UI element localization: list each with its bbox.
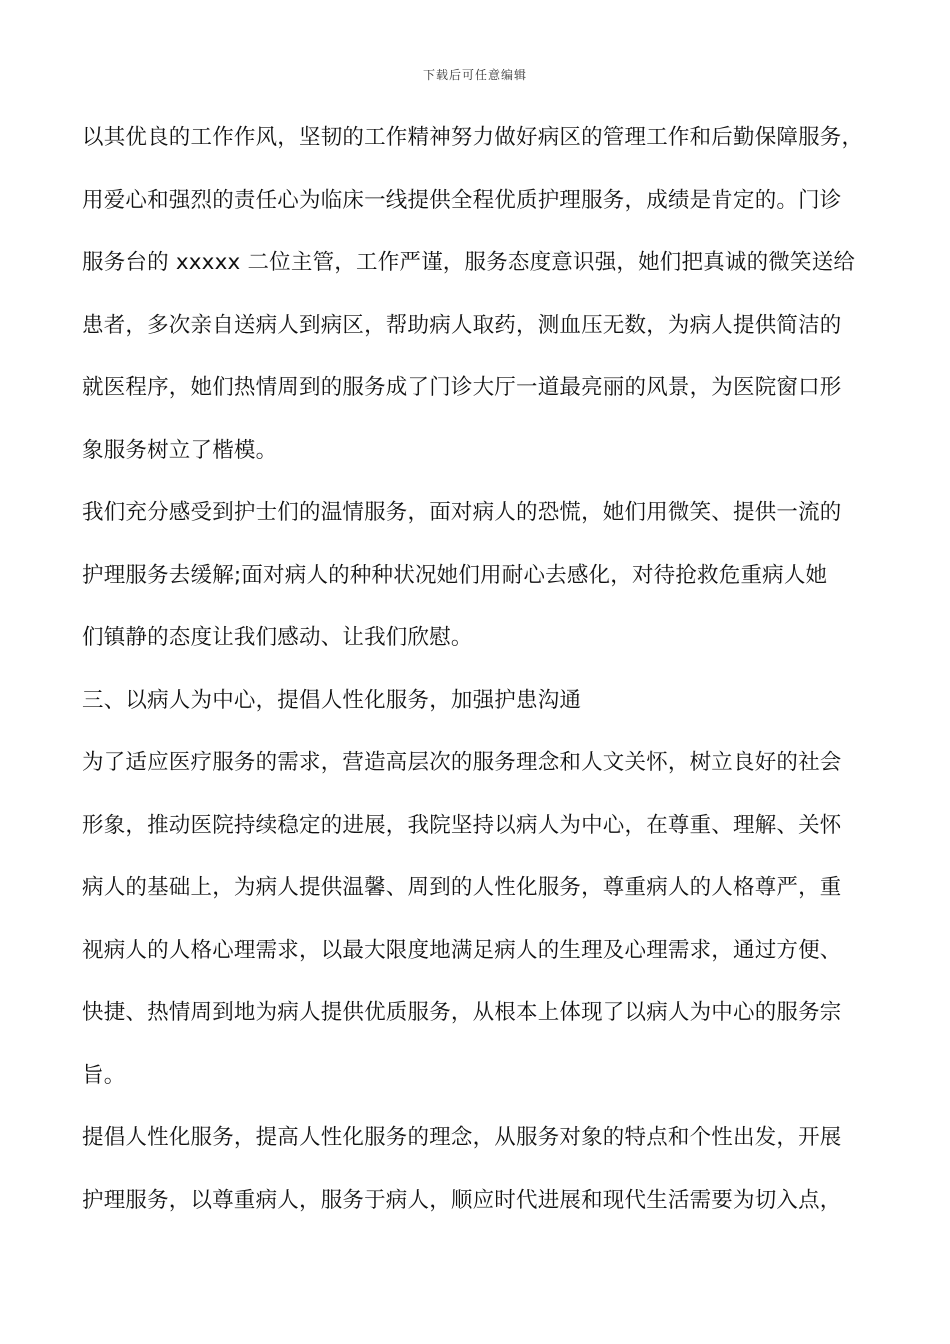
body-line: 就医程序，她们热情周到的服务成了门诊大厅一道最亮丽的风景，为医院窗口形 <box>82 375 842 400</box>
body-line: 患者，多次亲自送病人到病区，帮助病人取药，测血压无数，为病人提供简洁的 <box>82 312 842 338</box>
body-line: 快捷、热情周到地为病人提供优质服务，从根本上体现了以病人为中心的服务宗 <box>82 1000 842 1025</box>
body-line: 旨。 <box>82 1062 126 1088</box>
body-line: 我们充分感受到护士们的温情服务，面对病人的恐慌，她们用微笑、提供一流的 <box>82 500 842 525</box>
body-line: 护理服务去缓解;面对病人的种种状况她们用耐心去感化，对待抢救危重病人她 <box>82 562 828 588</box>
body-line: 为了适应医疗服务的需求，营造高层次的服务理念和人文关怀，树立良好的社会 <box>82 750 842 775</box>
body-line: 提倡人性化服务，提高人性化服务的理念，从服务对象的特点和个性出发，开展 <box>82 1125 842 1150</box>
body-line: 形象，推动医院持续稳定的进展，我院坚持以病人为中心，在尊重、理解、关怀 <box>82 812 842 838</box>
body-line: 护理服务，以尊重病人，服务于病人，顺应时代进展和现代生活需要为切入点， <box>82 1187 842 1213</box>
body-line: 们镇静的态度让我们感动、让我们欣慰。 <box>82 625 473 650</box>
body-line: 用爱心和强烈的责任心为临床一线提供全程优质护理服务，成绩是肯定的。门诊 <box>82 187 842 213</box>
section-heading: 三、以病人为中心，提倡人性化服务，加强护患沟通 <box>82 687 582 713</box>
document-body <box>82 114 882 1239</box>
body-line: 象服务树立了楷模。 <box>82 437 278 463</box>
header-note: 下载后可任意编辑 <box>422 68 527 82</box>
body-line: 视病人的人格心理需求，以最大限度地满足病人的生理及心理需求，通过方便、 <box>82 937 842 963</box>
body-line: 服务台的 xxxxx 二位主管，工作严谨，服务态度意识强，她们把真诚的微笑送给 <box>82 250 856 275</box>
body-line: 病人的基础上，为病人提供温馨、周到的人性化服务，尊重病人的人格尊严，重 <box>82 875 842 900</box>
body-line: 以其优良的工作作风，坚韧的工作精神努力做好病区的管理工作和后勤保障服务， <box>82 125 864 150</box>
